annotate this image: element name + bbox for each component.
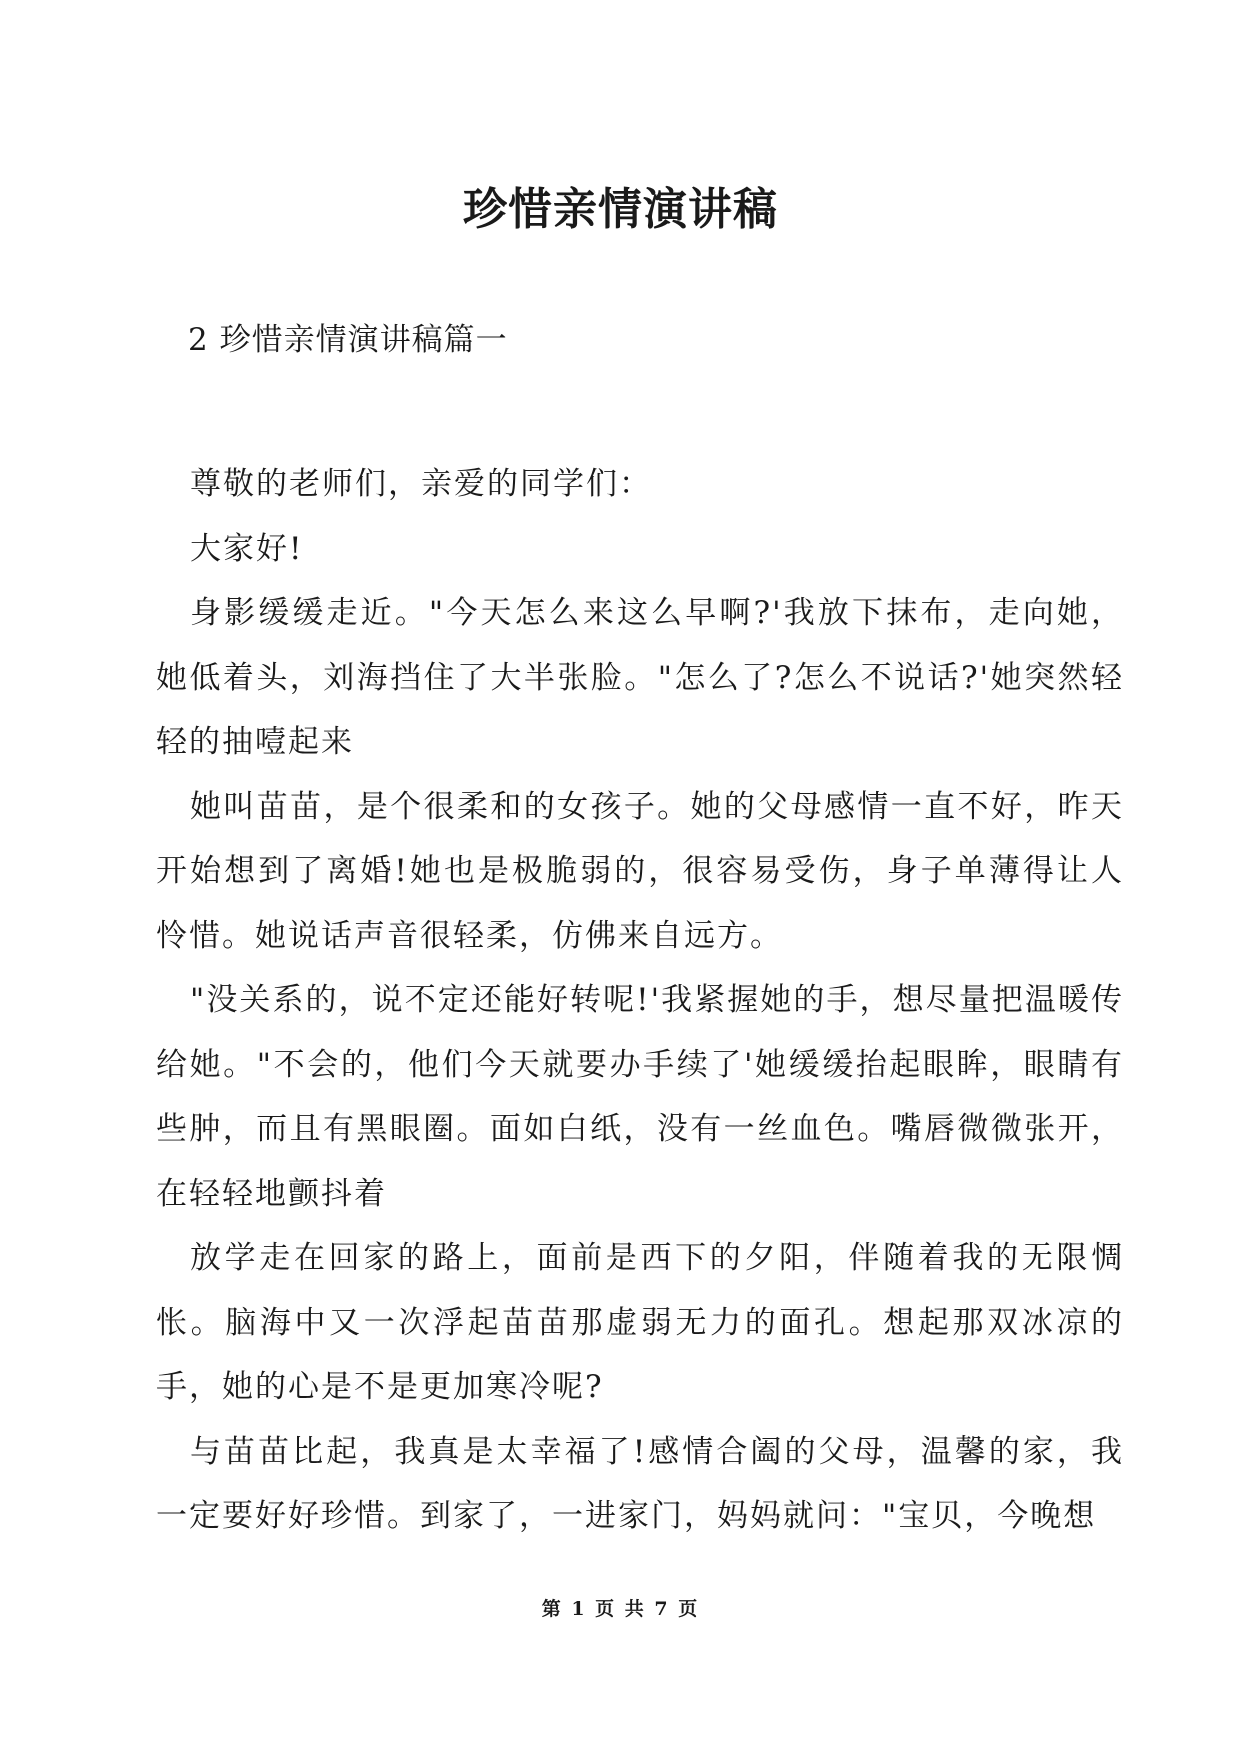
page-number-footer: 第 1 页 共 7 页	[541, 1598, 700, 1620]
paragraph: 与苗苗比起，我真是太幸福了!感情合阖的父母，温馨的家，我一定要好好珍惜。到家了，一进家门，妈妈就问："宝贝，今晚想	[156, 1433, 1124, 1534]
paragraph: "没关系的，说不定还能好转呢!'我紧握她的手，想尽量把温暖传给她。"不会的，他们今天就要办手续了'她缓缓抬起眼眸，眼睛有些肿，而且有黑眼圈。面如白纸，没有一丝血色。嘴唇微微张开，在轻轻地颤抖着	[156, 982, 1124, 1212]
paragraph: 她叫苗苗，是个很柔和的女孩子。她的父母感情一直不好，昨天开始想到了离婚!她也是极脆弱的，很容易受伤，身子单薄得让人怜惜。她说话声音很轻柔，仿佛来自远方。	[156, 788, 1124, 954]
section-heading: 2 珍惜亲情演讲稿篇一	[188, 322, 508, 358]
document-body	[156, 452, 1124, 1549]
document-title: 珍惜亲情演讲稿	[463, 184, 778, 235]
paragraph-hello: 大家好!	[190, 530, 304, 567]
paragraph: 身影缓缓走近。"今天怎么来这么早啊?'我放下抹布，走向她，她低着头，刘海挡住了大半张脸。"怎么了?怎么不说话?'她突然轻轻的抽噎起来	[156, 595, 1124, 760]
paragraph: 放学走在回家的路上，面前是西下的夕阳，伴随着我的无限惆怅。脑海中又一次浮起苗苗那虚弱无力的面孔。想起那双冰凉的手，她的心是不是更加寒冷呢?	[156, 1240, 1124, 1405]
paragraph-greeting: 尊敬的老师们，亲爱的同学们：	[190, 466, 652, 502]
